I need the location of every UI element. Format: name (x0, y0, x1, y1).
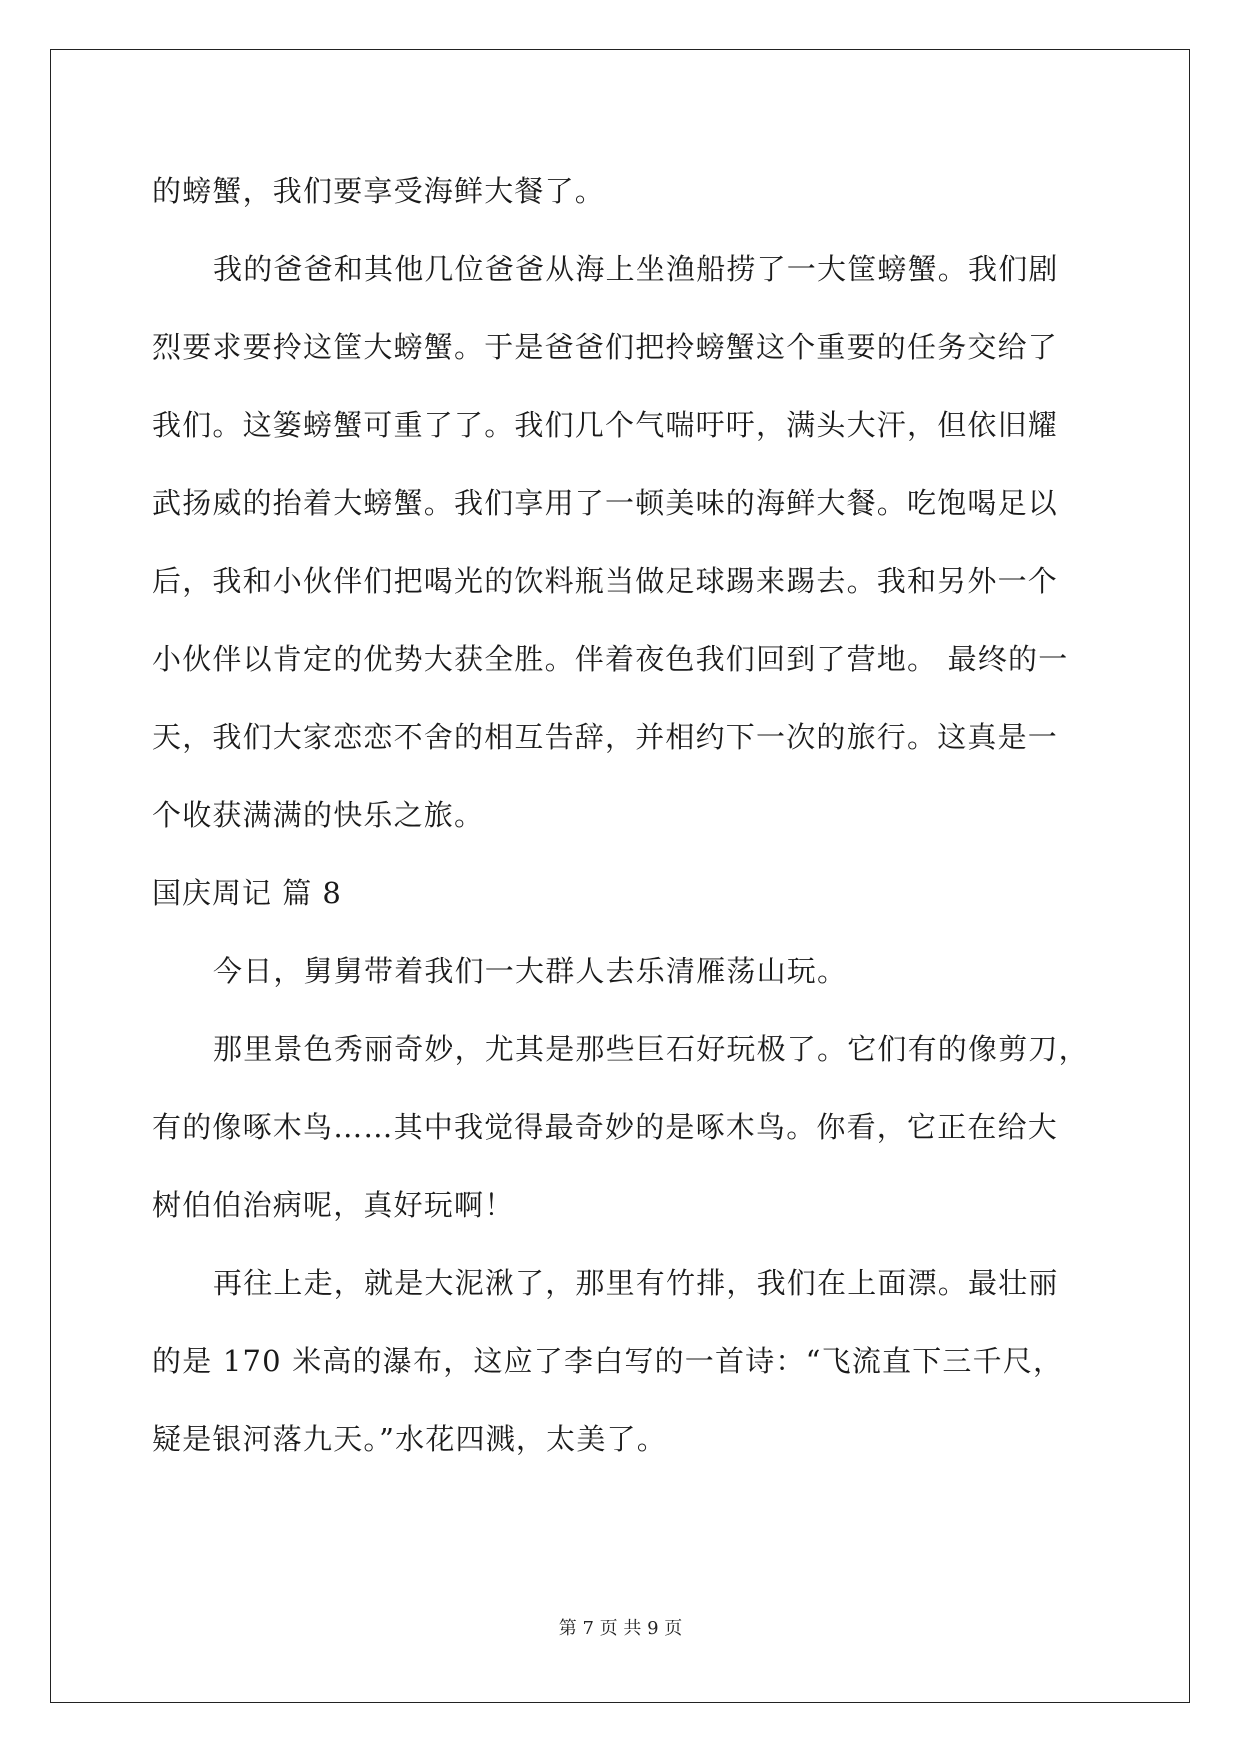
page-number: 第 7 页 共 9 页 (558, 1618, 683, 1639)
paragraph-line: 烈要求要拎这筐大螃蟹。于是爸爸们把拎螃蟹这个重要的任务交给了 (152, 330, 1059, 364)
paragraph-line: 我的爸爸和其他几位爸爸从海上坐渔船捞了一大筐螃蟹。我们剧 (213, 252, 1059, 286)
paragraph-line: 的螃蟹，我们要享受海鲜大餐了。 (152, 174, 606, 208)
paragraph-line: 天，我们大家恋恋不舍的相互告辞，并相约下一次的旅行。这真是一 (152, 720, 1059, 754)
paragraph-line: 小伙伴以肯定的优势大获全胜。伴着夜色我们回到了营地。 最终的一 (152, 642, 1069, 676)
paragraph-line: 再往上走，就是大泥湫了，那里有竹排，我们在上面漂。最壮丽 (213, 1266, 1059, 1300)
paragraph-line: 的是 170 米高的瀑布，这应了李白写的一首诗：“飞流直下三千尺， (152, 1344, 1064, 1378)
paragraph-line: 那里景色秀丽奇妙，尤其是那些巨石好玩极了。它们有的像剪刀， (213, 1032, 1089, 1066)
paragraph-line: 个收获满满的快乐之旅。 (152, 798, 485, 832)
paragraph-line: 今日，舅舅带着我们一大群人去乐清雁荡山玩。 (213, 954, 848, 988)
paragraph-line: 树伯伯治病呢，真好玩啊！ (152, 1188, 515, 1222)
paragraph-line: 后，我和小伙伴们把喝光的饮料瓶当做足球踢来踢去。我和另外一个 (152, 564, 1059, 598)
paragraph-line: 我们。这篓螃蟹可重了了。我们几个气喘吁吁，满头大汗，但依旧耀 (152, 408, 1059, 442)
section-heading: 国庆周记 篇 8 (152, 876, 342, 910)
paragraph-line: 疑是银河落九天。”水花四溅，太美了。 (152, 1422, 667, 1456)
paragraph-line: 武扬威的抬着大螃蟹。我们享用了一顿美味的海鲜大餐。吃饱喝足以 (152, 486, 1059, 520)
paragraph-line: 有的像啄木鸟……其中我觉得最奇妙的是啄木鸟。你看，它正在给大 (152, 1110, 1059, 1144)
